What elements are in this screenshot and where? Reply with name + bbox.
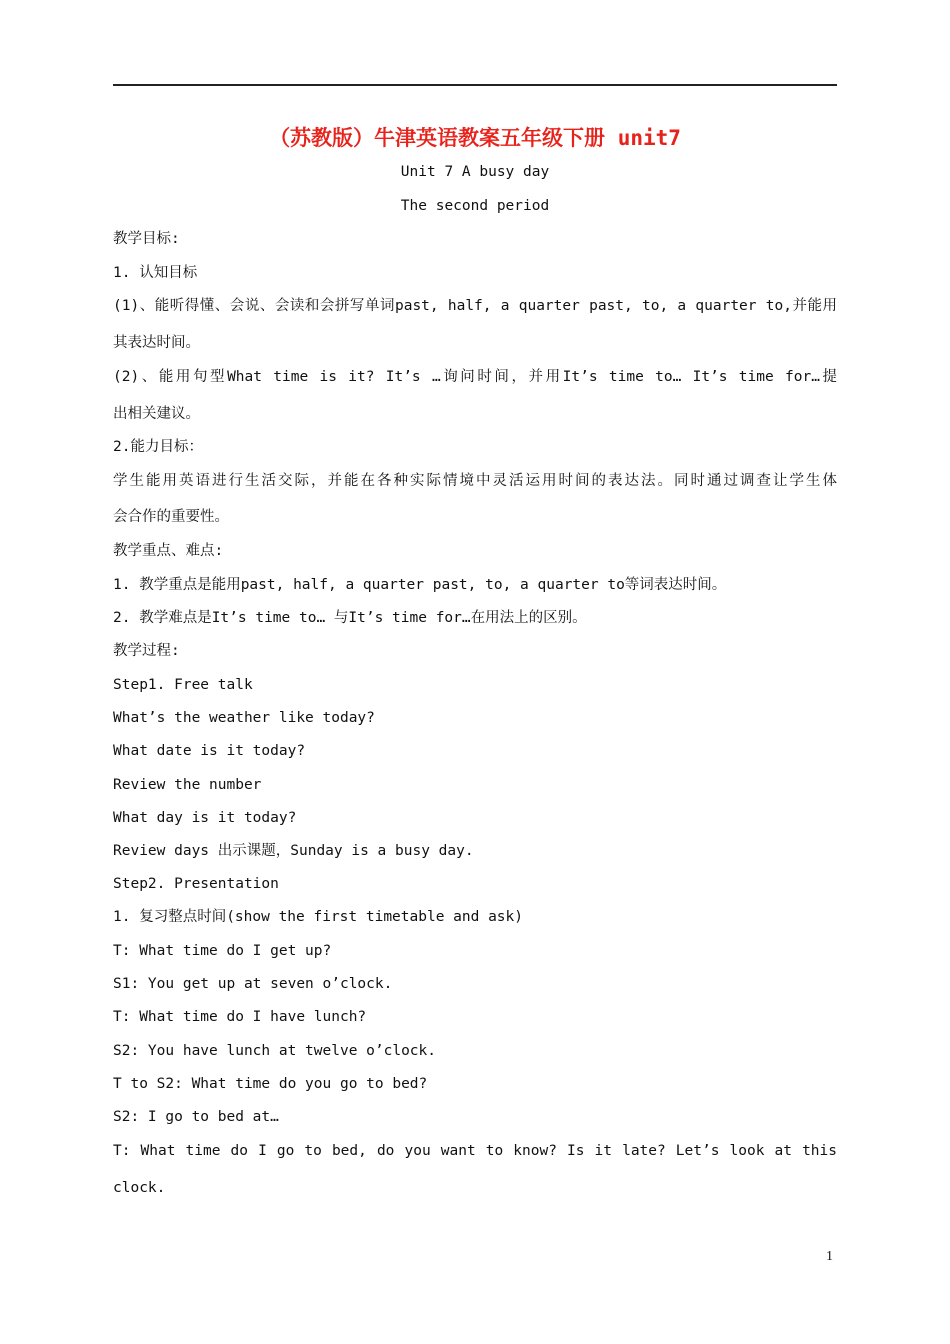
unit-heading: Unit 7 A busy day xyxy=(400,164,550,180)
text-line: 1. 认知目标 xyxy=(113,265,198,281)
text-line: T: What time do I have lunch? xyxy=(113,1009,367,1025)
text-line: 2. 教学难点是It’s time to… 与It’s time for…在用法上的区别。 xyxy=(113,610,587,626)
text-line: Review the number xyxy=(113,777,262,793)
text-line: What day is it today? xyxy=(113,810,297,826)
text-line: S2: I go to bed at… xyxy=(113,1109,279,1125)
text-line: S1: You get up at seven o’clock. xyxy=(113,976,393,992)
text-line: Step2. Presentation xyxy=(113,876,279,892)
text-line: T: What time do I get up? xyxy=(113,943,332,959)
text-line: 1. 教学重点是能用past, half, a quarter past, to, a quarter to等词表达时间。 xyxy=(113,577,727,593)
text-line: (1)、能听得懂、会说、会读和会拼写单词past, half, a quarter past, to, a quarter to,并能用 xyxy=(113,298,837,314)
text-line: 出相关建议。 xyxy=(113,406,200,422)
text-line: (2)、能用句型What time is it? It’s …询问时间，并用It’s time to… It’s time for…提 xyxy=(113,369,837,385)
text-line: 教学过程: xyxy=(113,643,180,659)
text-line: S2: You have lunch at twelve o’clock. xyxy=(113,1043,437,1059)
text-line: What date is it today? xyxy=(113,743,306,759)
text-line: Step1. Free talk xyxy=(113,677,253,693)
text-line: 其表达时间。 xyxy=(113,335,200,351)
text-line: T: What time do I go to bed, do you want to know? Is it late? Let’s look at this xyxy=(113,1143,837,1159)
text-line: clock. xyxy=(113,1180,166,1196)
text-line: 学生能用英语进行生活交际，并能在各种实际情境中灵活运用时间的表达法。同时通过调查让学生体 xyxy=(113,473,837,489)
text-line: 会合作的重要性。 xyxy=(113,509,229,525)
text-line: 教学目标: xyxy=(113,231,180,247)
document-title: （苏教版）牛津英语教案五年级下册 unit7 xyxy=(269,126,681,150)
text-line: What’s the weather like today? xyxy=(113,710,375,726)
period-heading: The second period xyxy=(400,198,550,214)
text-line: Review days 出示课题，Sunday is a busy day. xyxy=(113,843,474,859)
header-rule xyxy=(113,84,837,86)
text-line: 2.能力目标： xyxy=(113,439,203,455)
page-number: 1 xyxy=(826,1249,833,1264)
text-line: 教学重点、难点: xyxy=(113,543,224,559)
text-line: 1. 复习整点时间(show the first timetable and ask) xyxy=(113,909,523,925)
text-line: T to S2: What time do you go to bed? xyxy=(113,1076,428,1092)
